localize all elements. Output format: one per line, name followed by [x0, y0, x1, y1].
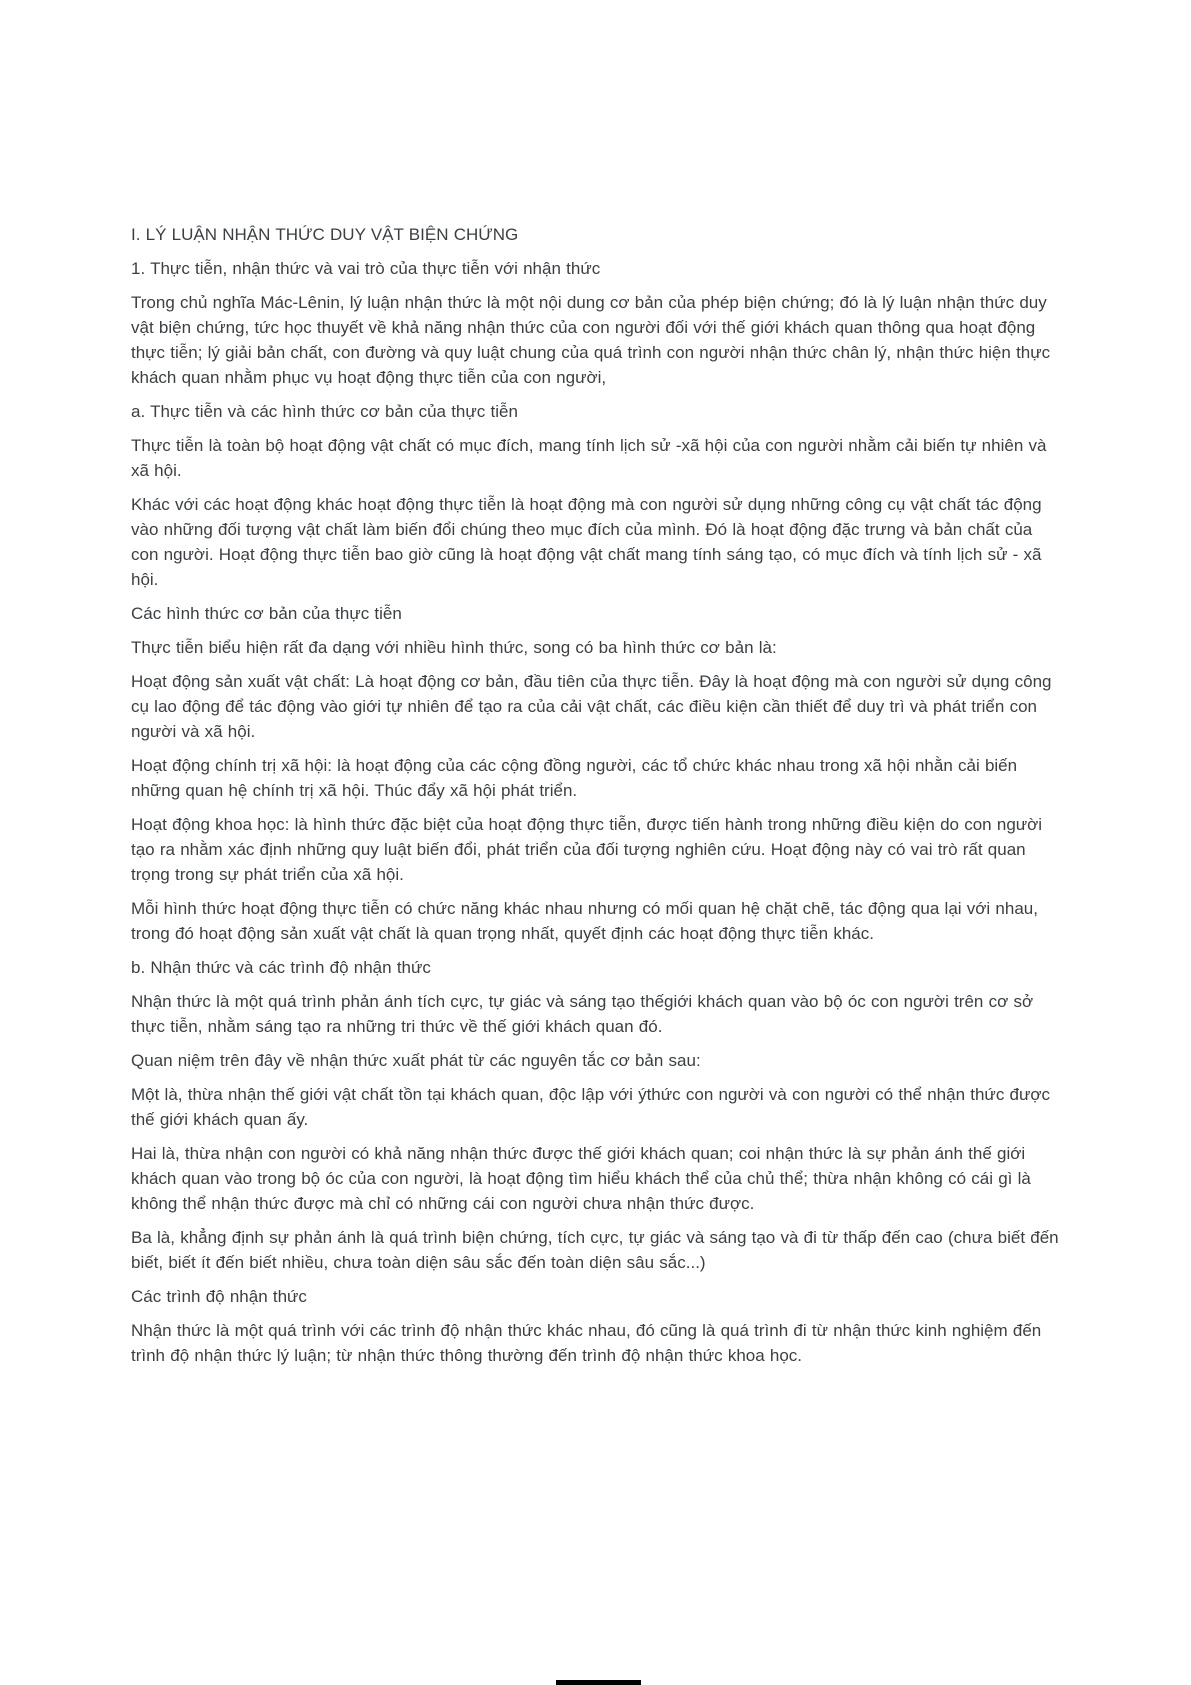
- paragraph-mot-la: Một là, thừa nhận thế giới vật chất tồn tại khách quan, độc lập với ýthức con người và con người có thể nhận thức được thế giới khách quan ấy.: [131, 1085, 1051, 1129]
- paragraph-nhan-thuc-def: Nhận thức là một quá trình phản ánh tích cực, tự giác và sáng tạo thếgiới khách quan vào bộ óc con người trên cơ sở thực tiễn, nhằm sáng tạo ra những tri thức về thế giới khách quan đó.: [131, 992, 1034, 1036]
- paragraph-hai-la: Hai là, thừa nhận con người có khả năng nhận thức được thế giới khách quan; coi nhận thức là sự phản ánh thế giới khách quan vào trong bộ óc của con người, là hoạt động tìm hiểu khách thể của chủ thể; thừa nhận không có cái gì là không thể nhận thức được mà chỉ có những cái con người chưa nhận thức được.: [131, 1144, 1031, 1213]
- section-1-title: 1. Thực tiễn, nhận thức và vai trò của thực tiễn với nhận thức: [131, 259, 601, 278]
- paragraph-khoa-hoc: Hoạt động khoa học: là hình thức đặc biệt của hoạt động thực tiễn, được tiến hành trong những điều kiện do con người tạo ra nhằm xác định những quy luật biến đổi, phát triển của đối tượng nghiên cứu. Hoạt động này có vai trò rất quan trọng trong sự phát triển của xã hội.: [131, 815, 1043, 884]
- document-heading: I. LÝ LUẬN NHẬN THỨC DUY VẬT BIỆN CHỨNG: [131, 225, 519, 244]
- paragraph-bieu-hien: Thực tiễn biểu hiện rất đa dạng với nhiều hình thức, song có ba hình thức cơ bản là:: [131, 638, 777, 657]
- paragraph-thuc-tien-def: Thực tiễn là toàn bộ hoạt động vật chất có mục đích, mang tính lịch sử -xã hội của con người nhằm cải biến tự nhiên và xã hội.: [131, 436, 1047, 480]
- paragraph-moi-hinh-thuc: Mỗi hình thức hoạt động thực tiễn có chức năng khác nhau nhưng có mối quan hệ chặt chẽ, tác động qua lại với nhau, trong đó hoạt động sản xuất vật chất là quan trọng nhất, quyết định các hoạt động thực tiễn khác.: [131, 899, 1038, 943]
- subsection-b-title: b. Nhận thức và các trình độ nhận thức: [131, 958, 431, 977]
- paragraph-intro: Trong chủ nghĩa Mác-Lênin, lý luận nhận thức là một nội dung cơ bản của phép biện chứng; đó là lý luận nhận thức duy vật biện chứng, tức học thuyết về khả năng nhận thức của con người đối với thế giới khách quan thông qua hoạt động thực tiễn; lý giải bản chất, con đường và quy luật chung của quá trình con người nhận thức chân lý, nhận thức hiện thực khách quan nhằm phục vụ hoạt động thực tiễn của con người,: [131, 293, 1051, 387]
- bottom-bar: [556, 1680, 641, 1685]
- paragraph-ba-la: Ba là, khẳng định sự phản ánh là quá trình biện chứng, tích cực, tự giác và sáng tạo và đi từ thấp đến cao (chưa biết đến biết, biết ít đến biết nhiều, chưa toàn diện sâu sắc đến toàn diện sâu sắc...): [131, 1228, 1059, 1272]
- paragraph-khac-voi: Khác với các hoạt động khác hoạt động thực tiễn là hoạt động mà con người sử dụng những công cụ vật chất tác động vào những đối tượng vật chất làm biến đổi chúng theo mục đích của mình. Đó là hoạt động đặc trưng và bản chất của con người. Hoạt động thực tiễn bao giờ cũng là hoạt động vật chất mang tính sáng tạo, có mục đích và tính lịch sử - xã hội.: [131, 495, 1042, 589]
- subsection-a-title: a. Thực tiễn và các hình thức cơ bản của thực tiễn: [131, 402, 518, 421]
- document-page: [131, 222, 1064, 1377]
- subheading-cac-trinh-do: Các trình độ nhận thức: [131, 1287, 307, 1306]
- paragraph-trinh-do: Nhận thức là một quá trình với các trình độ nhận thức khác nhau, đó cũng là quá trình đi từ nhận thức kinh nghiệm đến trình độ nhận thức lý luận; từ nhận thức thông thường đến trình độ nhận thức khoa học.: [131, 1321, 1042, 1365]
- paragraph-san-xuat-vat-chat: Hoạt động sản xuất vật chất: Là hoạt động cơ bản, đầu tiên của thực tiễn. Đây là hoạt động mà con người sử dụng công cụ lao động để tác động vào giới tự nhiên để tạo ra của cải vật chất, các điều kiện cần thiết để duy trì và phát triển con người và xã hội.: [131, 672, 1052, 741]
- subheading-cac-hinh-thuc: Các hình thức cơ bản của thực tiễn: [131, 604, 402, 623]
- paragraph-chinh-tri-xa-hoi: Hoạt động chính trị xã hội: là hoạt động của các cộng đồng người, các tổ chức khác nhau trong xã hội nhằn cải biến những quan hệ chính trị xã hội. Thúc đẩy xã hội phát triển.: [131, 756, 1018, 800]
- paragraph-quan-niem: Quan niệm trên đây về nhận thức xuất phát từ các nguyên tắc cơ bản sau:: [131, 1051, 701, 1070]
